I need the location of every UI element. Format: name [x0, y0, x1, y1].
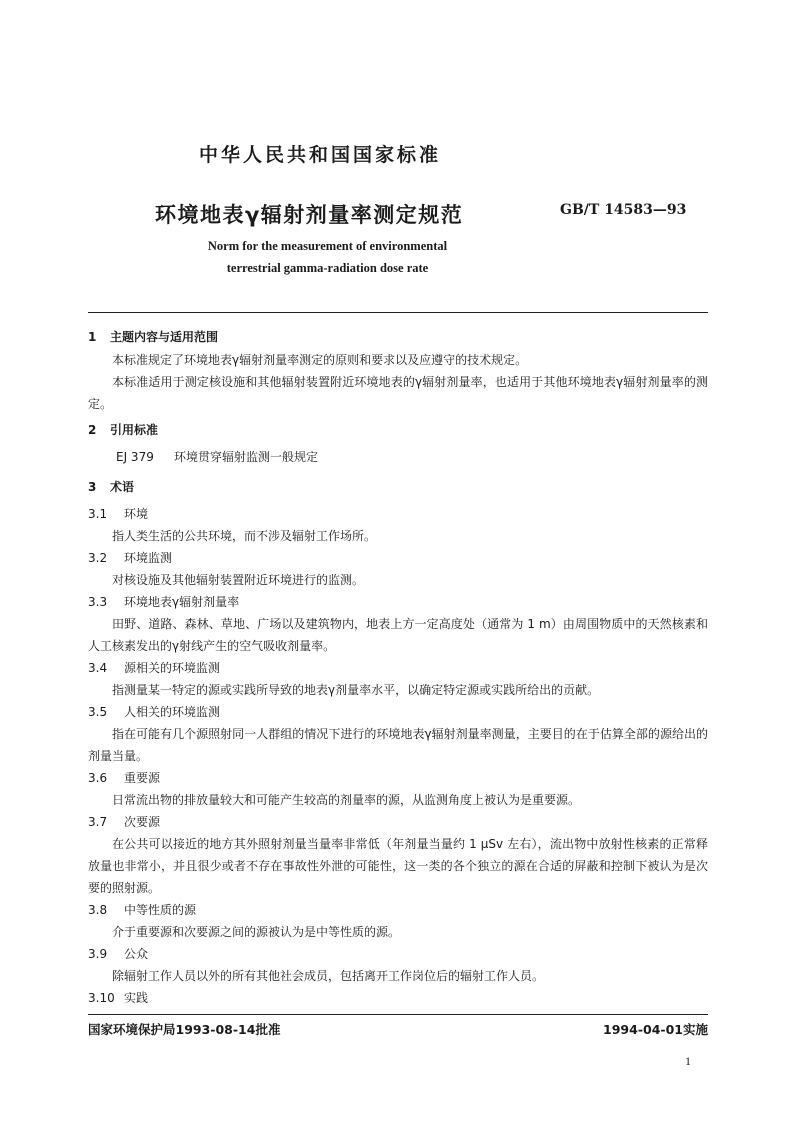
term-3-1 — [88, 503, 708, 547]
term-heading — [88, 899, 708, 921]
section-title: 引用标准 — [110, 423, 159, 437]
term-heading — [88, 657, 708, 679]
term-3-2 — [88, 547, 708, 591]
term-3-4 — [88, 657, 708, 701]
term-3-5 — [88, 701, 708, 767]
term-title: 人相关的环境监测 — [124, 705, 221, 719]
term-number: 3.7 — [88, 815, 108, 829]
term-3-9 — [88, 943, 708, 987]
document-body — [88, 326, 708, 1009]
footer-divider — [88, 1014, 708, 1015]
term-number: 3.1 — [88, 507, 108, 521]
section-3-heading — [88, 476, 708, 499]
section-number: 3 — [88, 480, 97, 494]
national-standard-heading: 中华人民共和国国家标准 — [198, 144, 441, 166]
term-heading — [88, 591, 708, 613]
section-1-paragraph-1: 本标准规定了环境地表γ辐射剂量率测定的原则和要求以及应遵守的技术规定。 — [112, 353, 528, 367]
term-definition: 介于重要源和次要源之间的源被认为是中等性质的源。 — [112, 925, 401, 939]
term-title: 中等性质的源 — [124, 903, 197, 917]
term-3-3 — [88, 591, 708, 657]
term-number: 3.4 — [88, 661, 108, 675]
term-title: 源相关的环境监测 — [124, 661, 221, 675]
header-divider — [88, 312, 708, 313]
approval-date: 国家环境保护局1993-08-14批准 — [88, 1022, 281, 1037]
term-number: 3.6 — [88, 771, 108, 785]
term-definition: 田野、道路、森林、草地、广场以及建筑物内，地表上方一定高度处（通常为 1 m）由周围物质中的天然核素和人工核素发出的γ射线产生的空气吸收剂量率。 — [88, 617, 708, 653]
term-title: 环境 — [124, 507, 149, 521]
page-number: 1 — [685, 1054, 691, 1068]
term-number: 3.8 — [88, 903, 108, 917]
reference-title: 环境贯穿辐射监测一般规定 — [174, 450, 319, 464]
term-heading — [88, 943, 708, 965]
section-2-heading — [88, 419, 708, 442]
term-number: 3.5 — [88, 705, 108, 719]
term-3-10 — [88, 987, 708, 1009]
term-number: 3.9 — [88, 947, 108, 961]
term-heading — [88, 811, 708, 833]
term-definition: 日常流出物的排放量较大和可能产生较高的剂量率的源，从监测角度上被认为是重要源。 — [112, 793, 581, 807]
term-number: 3.3 — [88, 595, 108, 609]
document-title-en — [155, 235, 500, 279]
term-definition: 除辐射工作人员以外的所有其他社会成员，包括离开工作岗位后的辐射工作人员。 — [112, 969, 545, 983]
section-number: 1 — [88, 330, 97, 344]
term-heading — [88, 701, 708, 723]
reference-entry — [88, 446, 708, 468]
term-heading — [88, 767, 708, 789]
section-title: 术语 — [110, 480, 135, 494]
section-1-heading — [88, 326, 708, 349]
effective-date: 1994-04-01实施 — [603, 1022, 708, 1037]
reference-code: EJ 379 — [116, 450, 154, 464]
term-3-8 — [88, 899, 708, 943]
term-heading — [88, 547, 708, 569]
title-en-line2: terrestrial gamma-radiation dose rate — [226, 261, 429, 275]
title-en-line1: Norm for the measurement of environmental — [207, 239, 448, 253]
term-title: 次要源 — [124, 815, 161, 829]
section-number: 2 — [88, 423, 97, 437]
term-title: 公众 — [124, 947, 149, 961]
term-3-7 — [88, 811, 708, 899]
section-title: 主题内容与适用范围 — [110, 330, 219, 344]
term-title: 环境监测 — [124, 551, 173, 565]
term-3-6 — [88, 767, 708, 811]
term-number: 3.10 — [88, 991, 115, 1005]
term-definition: 在公共可以接近的地方其外照射剂量当量率非常低（年剂量当量约 1 μSv 左右），流出物中放射性核素的正常释放量也非常小，并且很少或者不存在事故性外泄的可能性，这一类的各个独立的源在合适的屏蔽和控制下被认为是次要的照射源。 — [88, 837, 708, 895]
term-title: 环境地表γ辐射剂量率 — [124, 595, 240, 609]
term-heading — [88, 503, 708, 525]
term-title: 实践 — [124, 991, 149, 1005]
term-definition: 对核设施及其他辐射装置附近环境进行的监测。 — [112, 573, 365, 587]
term-definition: 指测量某一特定的源或实践所导致的地表γ剂量率水平，以确定特定源或实践所给出的贡献。 — [112, 683, 600, 697]
standard-number: GB/T 14583—93 — [560, 202, 687, 218]
term-number: 3.2 — [88, 551, 108, 565]
term-title: 重要源 — [124, 771, 161, 785]
term-heading — [88, 987, 708, 1009]
term-definition: 指在可能有几个源照射同一人群组的情况下进行的环境地表γ辐射剂量率测量，主要目的在于估算全部的源给出的剂量当量。 — [88, 727, 708, 763]
document-title-cn: 环境地表γ辐射剂量率测定规范 — [155, 203, 464, 227]
term-definition: 指人类生活的公共环境，而不涉及辐射工作场所。 — [112, 529, 377, 543]
section-1-paragraph-2: 本标准适用于测定核设施和其他辐射装置附近环境地表的γ辐射剂量率，也适用于其他环境地表γ辐射剂量率的测定。 — [88, 375, 708, 411]
